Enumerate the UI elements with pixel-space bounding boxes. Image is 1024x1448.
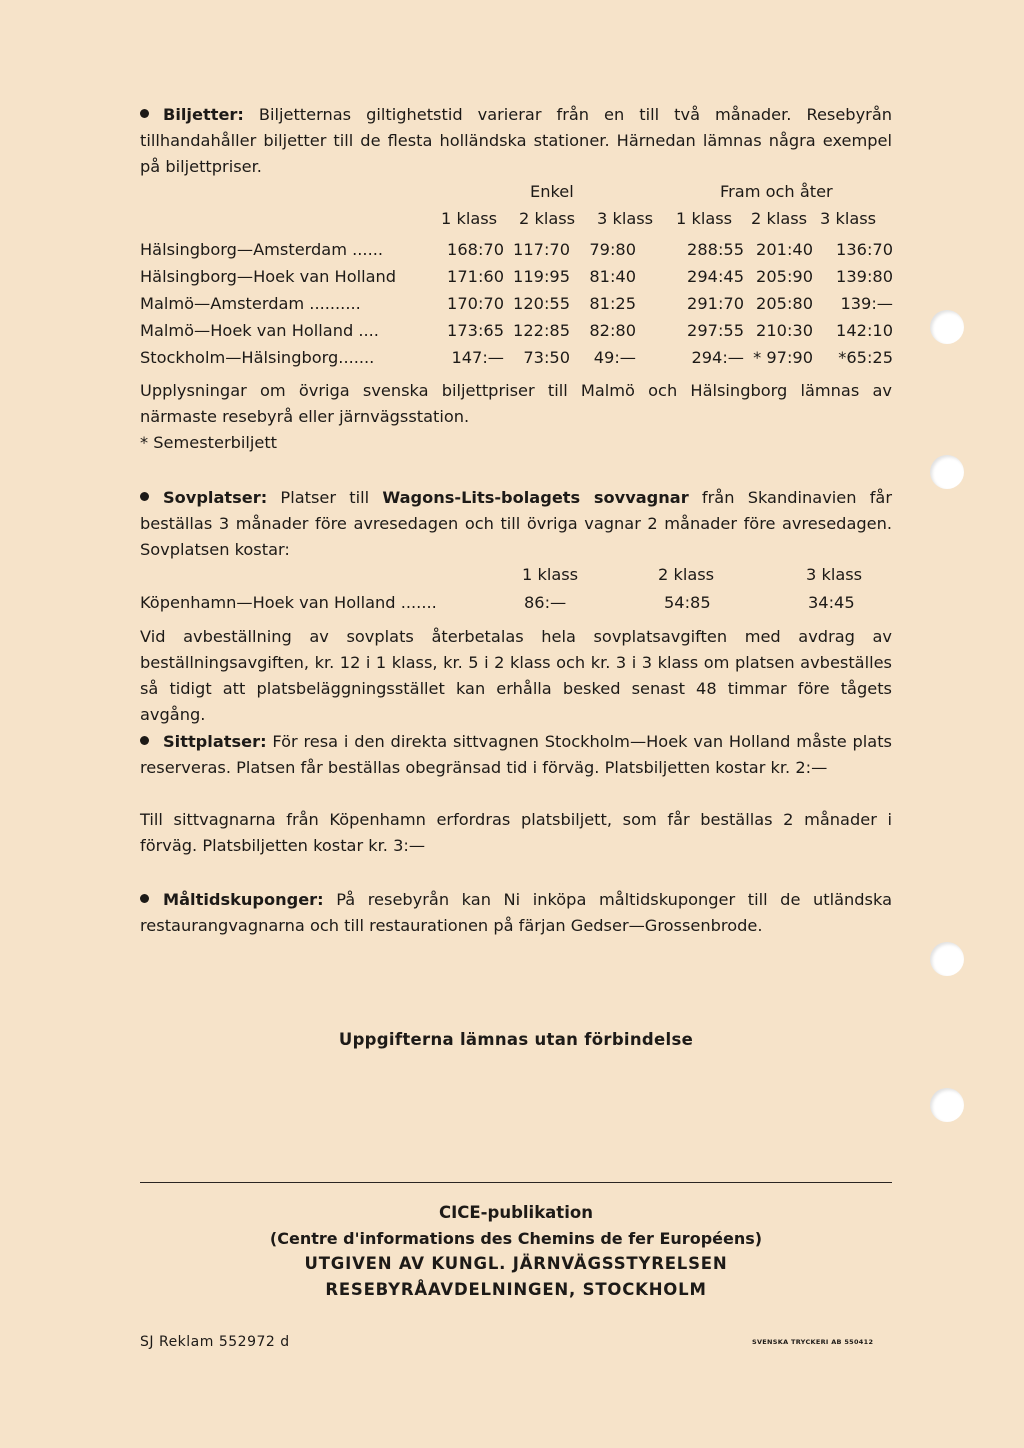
sittplatser-paragraph bbox=[140, 729, 892, 781]
price-cell: 139:80 bbox=[836, 267, 893, 286]
price-cell: 81:40 bbox=[589, 267, 636, 286]
route-name: Köpenhamn—Hoek van Holland ....... bbox=[140, 593, 437, 612]
binder-hole-4 bbox=[930, 1088, 964, 1122]
sittplatser-text: För resa i den direkta sittvagnen Stockholm—Hoek van Holland måste plats reserveras. Platsen får beställas obegränsad tid i förväg. Platsbiljetten kostar kr. 2:— bbox=[140, 732, 892, 777]
price-cell: 173:65 bbox=[447, 321, 504, 340]
biljetter-paragraph bbox=[140, 102, 892, 180]
biljetter-heading: Biljetter: bbox=[163, 105, 244, 124]
sovplatser-note: Vid avbeställning av sovplats återbetalas hela sovplatsavgiften med avdrag av beställningsavgiften, kr. 12 i 1 klass, kr. 5 i 2 klass och kr. 3 i 3 klass om platsen avbeställes så tidigt att platsbeläggningsstället kan erhålla besked senast 48 timmar före tågets avgång. bbox=[140, 627, 892, 724]
sittplatser-text-2: Till sittvagnarna från Köpenhamn erfordras platsbiljett, som får beställas 2 månader i förväg. Platsbiljetten kostar kr. 3:— bbox=[140, 810, 892, 855]
price-cell: 168:70 bbox=[447, 240, 504, 259]
route-name: Stockholm—Hälsingborg....... bbox=[140, 348, 375, 367]
disclaimer: Uppgifterna lämnas utan förbindelse bbox=[338, 1030, 694, 1049]
price-cell: 142:10 bbox=[836, 321, 893, 340]
sovplatser-heading: Sovplatser: bbox=[163, 488, 268, 507]
class-header: 3 klass bbox=[597, 209, 654, 228]
biljetter-note: Upplysningar om övriga svenska biljettpriser till Malmö och Hälsingborg lämnas av närmaste resebyrå eller järnvägsstation. bbox=[140, 381, 892, 426]
print-code-right: SVENSKA TRYCKERI AB 550412 bbox=[752, 1338, 874, 1346]
price-cell: 79:80 bbox=[589, 240, 636, 259]
price-cell: 120:55 bbox=[513, 294, 570, 313]
footer-line-3: UTGIVEN AV KUNGL. JÄRNVÄGSSTYRELSEN bbox=[304, 1254, 728, 1273]
class-header: 2 klass bbox=[519, 209, 576, 228]
price-cell: 49:— bbox=[593, 348, 636, 367]
price-cell: 288:55 bbox=[687, 240, 744, 259]
price-cell: 294:— bbox=[691, 348, 744, 367]
price-cell: 205:90 bbox=[756, 267, 813, 286]
bullet-icon bbox=[140, 492, 149, 501]
biljetter-text: Biljetternas giltighetstid varierar från en till två månader. Resebyrån tillhandahåller biljetter till de flesta holländska stationer. Härnedan lämnas några exempel på biljettpriser. bbox=[140, 105, 892, 176]
price-cell: 54:85 bbox=[664, 593, 711, 612]
biljetter-footnote: * Semesterbiljett bbox=[140, 433, 278, 452]
price-cell: 210:30 bbox=[756, 321, 813, 340]
sittplatser-heading: Sittplatser: bbox=[163, 732, 267, 751]
route-name: Hälsingborg—Amsterdam ...... bbox=[140, 240, 384, 259]
maltid-paragraph bbox=[140, 887, 892, 939]
binder-hole-2 bbox=[930, 455, 964, 489]
price-cell: 297:55 bbox=[687, 321, 744, 340]
price-cell: 122:85 bbox=[513, 321, 570, 340]
sovplatser-company: Wagons-Lits-bolagets sovvagnar bbox=[382, 488, 689, 507]
price-cell: 34:45 bbox=[808, 593, 855, 612]
route-name: Malmö—Amsterdam .......... bbox=[140, 294, 361, 313]
price-cell: 81:25 bbox=[589, 294, 636, 313]
price-cell: 170:70 bbox=[447, 294, 504, 313]
price-cell: 291:70 bbox=[687, 294, 744, 313]
price-cell: *65:25 bbox=[838, 348, 893, 367]
group-header-fram-och-ater: Fram och åter bbox=[720, 182, 833, 201]
footer-line-1: CICE-publikation bbox=[439, 1203, 593, 1222]
footer-line-2: (Centre d'informations des Chemins de fer Européens) bbox=[269, 1229, 763, 1248]
binder-hole-3 bbox=[930, 942, 964, 976]
class-header: 1 klass bbox=[676, 209, 733, 228]
class-header: 3 klass bbox=[820, 209, 877, 228]
price-cell: 201:40 bbox=[756, 240, 813, 259]
sovplatser-text-a: Platser till bbox=[267, 488, 383, 507]
price-cell: 205:80 bbox=[756, 294, 813, 313]
binder-hole-1 bbox=[930, 310, 964, 344]
price-cell: 136:70 bbox=[836, 240, 893, 259]
price-cell: 82:80 bbox=[589, 321, 636, 340]
price-cell: 171:60 bbox=[447, 267, 504, 286]
maltid-text: På resebyrån kan Ni inköpa måltidskuponger till de utländska restaurangvagnarna och till restaurationen på färjan Gedser—Grossenbrode. bbox=[140, 890, 892, 935]
sovplatser-text-b: från Skandinavien får beställas 3 månader före avresedagen och till övriga vagnar 2 månader före avresedagen. Sovplatsen kostar: bbox=[140, 488, 892, 559]
sovplatser-paragraph bbox=[140, 485, 892, 563]
bullet-icon bbox=[140, 736, 149, 745]
route-name: Malmö—Hoek van Holland .... bbox=[140, 321, 379, 340]
bullet-icon bbox=[140, 109, 149, 118]
group-header-enkel: Enkel bbox=[530, 182, 574, 201]
print-code-left: SJ Reklam 552972 d bbox=[140, 1334, 290, 1350]
class-header: 1 klass bbox=[441, 209, 498, 228]
price-cell: 294:45 bbox=[687, 267, 744, 286]
price-cell: 147:— bbox=[451, 348, 504, 367]
bullet-icon bbox=[140, 894, 149, 903]
footer-divider bbox=[140, 1182, 892, 1183]
price-cell: 86:— bbox=[524, 593, 567, 612]
class-header: 2 klass bbox=[751, 209, 808, 228]
class-header: 2 klass bbox=[658, 565, 715, 584]
price-cell: 73:50 bbox=[523, 348, 570, 367]
price-cell: 119:95 bbox=[513, 267, 570, 286]
class-header: 3 klass bbox=[806, 565, 863, 584]
price-cell: 139:— bbox=[840, 294, 893, 313]
price-cell: 117:70 bbox=[513, 240, 570, 259]
class-header: 1 klass bbox=[522, 565, 579, 584]
maltid-heading: Måltidskuponger: bbox=[163, 890, 324, 909]
price-cell: * 97:90 bbox=[753, 348, 813, 367]
footer-line-4: RESEBYRÅAVDELNINGEN, STOCKHOLM bbox=[325, 1280, 707, 1299]
route-name: Hälsingborg—Hoek van Holland bbox=[140, 267, 397, 286]
